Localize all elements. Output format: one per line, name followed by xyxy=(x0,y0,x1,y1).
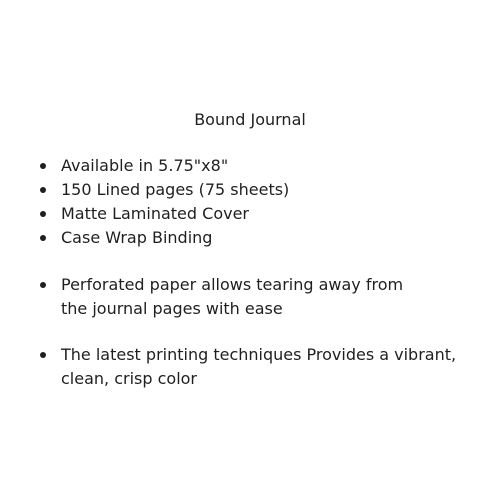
spec-item-pages xyxy=(38,178,478,202)
printing-line-1: The latest printing techniques Provides a vibrant, xyxy=(61,345,457,364)
printing-line-2: clean, crisp color xyxy=(61,369,197,388)
spec-item-label: 150 Lined pages (75 sheets) xyxy=(61,180,290,199)
page-title: Bound Journal xyxy=(194,110,306,129)
perforated-line-1: Perforated paper allows tearing away from xyxy=(61,275,404,294)
spec-item-label: Matte Laminated Cover xyxy=(61,204,249,223)
spec-item-size xyxy=(38,154,478,178)
bullet-icon xyxy=(40,282,46,288)
printing-list xyxy=(38,343,478,391)
bullet-icon xyxy=(40,187,46,193)
bullet-icon xyxy=(40,235,46,241)
perforated-line-2: the journal pages with ease xyxy=(61,299,283,318)
spec-item-cover xyxy=(38,202,478,226)
spec-list xyxy=(38,154,478,250)
spec-item-binding xyxy=(38,226,478,250)
spec-item-label: Case Wrap Binding xyxy=(61,228,213,247)
bullet-icon xyxy=(40,163,46,169)
spec-item-label: Available in 5.75"x8" xyxy=(61,156,229,175)
perforated-item xyxy=(38,273,478,321)
bullet-icon xyxy=(40,352,46,358)
perforated-list xyxy=(38,273,478,321)
printing-item xyxy=(38,343,478,391)
bullet-icon xyxy=(40,211,46,217)
